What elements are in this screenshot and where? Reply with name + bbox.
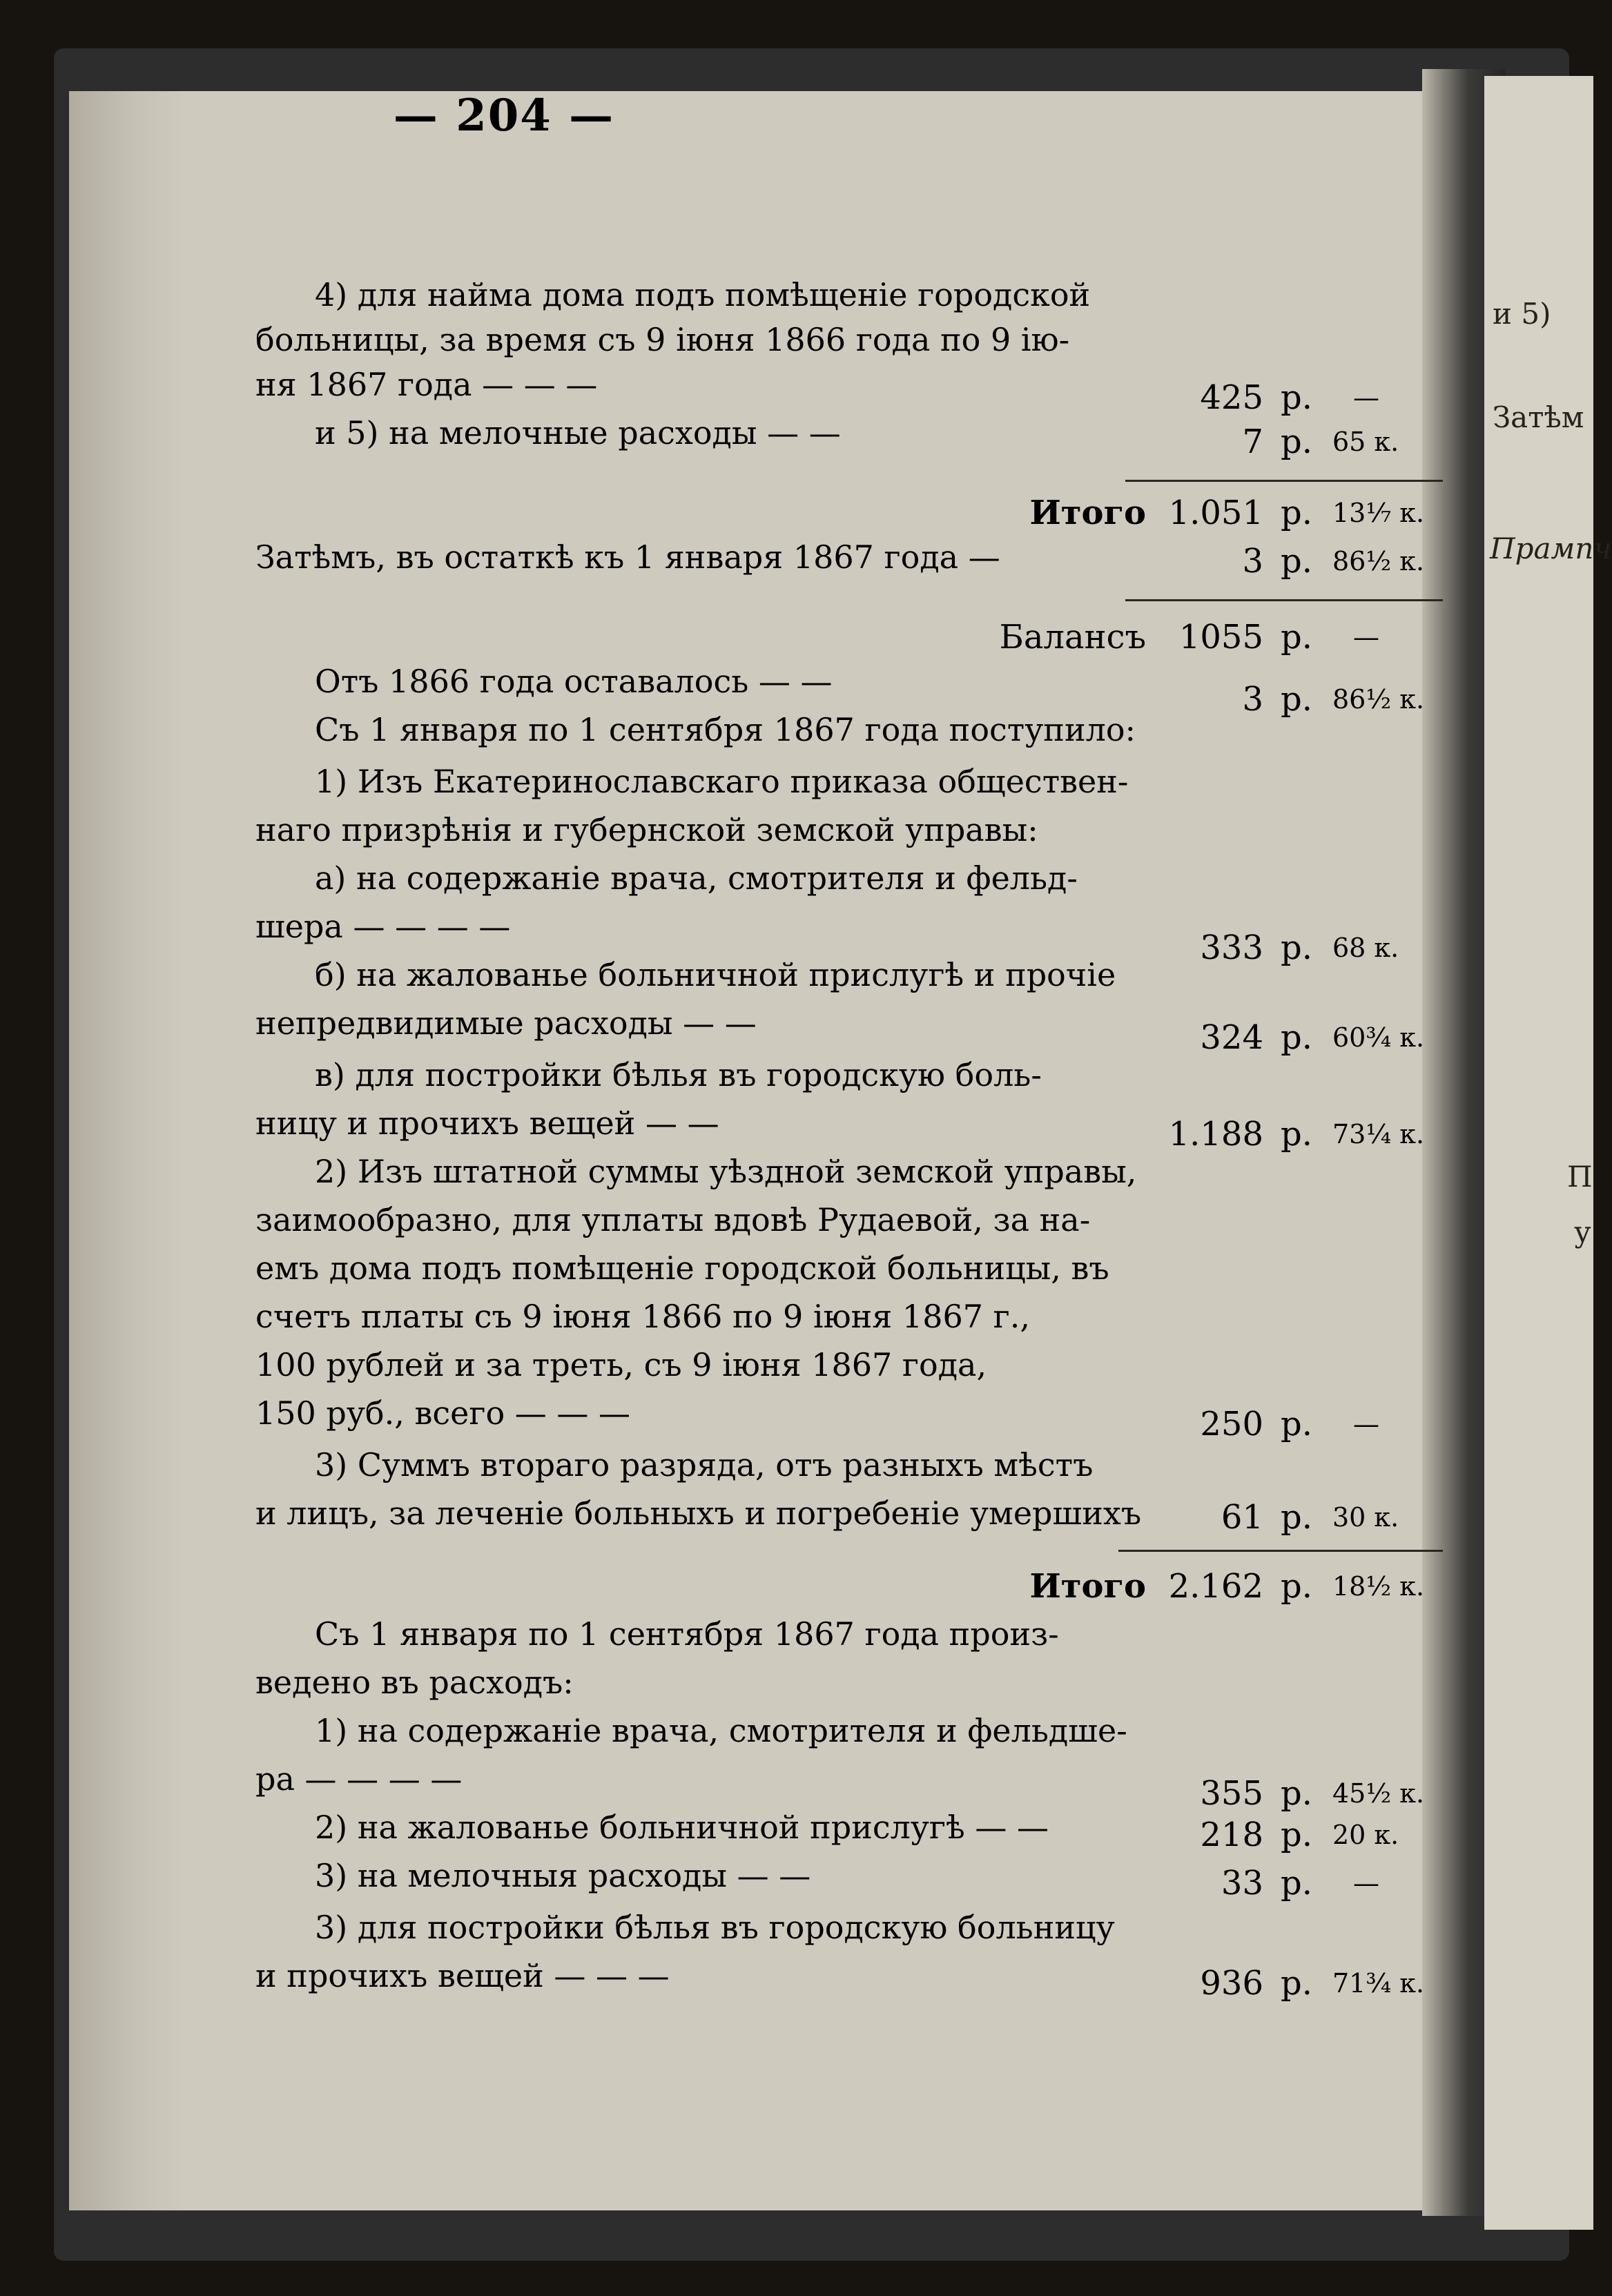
currency-label: р. xyxy=(1281,1964,1312,2003)
amount-kopecks: 13⅐ к. xyxy=(1332,498,1425,528)
currency-label: р. xyxy=(1281,378,1312,417)
amount-kopecks: 65 к. xyxy=(1332,427,1399,457)
next-page-fragment xyxy=(1484,76,1612,2230)
text-line: б) на жалованье больничной прислугѣ и прочіе xyxy=(315,956,1116,993)
amount-rubles: 1.188 xyxy=(1168,1115,1263,1154)
next-page-line: Затѣм xyxy=(1493,400,1584,434)
amount-kopecks: — xyxy=(1353,382,1379,413)
amount-kopecks: — xyxy=(1353,622,1379,652)
amount-rubles: 324 xyxy=(1200,1018,1263,1057)
amount-rubles: 355 xyxy=(1200,1774,1263,1813)
text-line: шера — — — — xyxy=(255,908,511,945)
amount-kopecks: — xyxy=(1353,1409,1379,1439)
total-label: Итого xyxy=(1029,1567,1146,1606)
text-line: Отъ 1866 года оставалось — — xyxy=(315,663,833,700)
amount-rubles: 218 xyxy=(1200,1816,1263,1854)
next-page-line: Прампч xyxy=(1490,532,1612,565)
text-line: 2) на жалованье больничной прислугѣ — — xyxy=(315,1809,1049,1846)
text-line: 4) для найма дома подъ помѣщеніе городской xyxy=(315,276,1091,313)
amount-kopecks: 18½ к. xyxy=(1332,1571,1425,1602)
text-line: заимообразно, для уплаты вдовѣ Рудаевой, за на- xyxy=(255,1201,1091,1238)
sum-rule xyxy=(1118,1550,1443,1552)
text-line: счетъ платы съ 9 іюня 1866 по 9 іюня 1867 г., xyxy=(255,1298,1030,1335)
text-line: 2) Изъ штатной суммы уѣздной земской управы, xyxy=(315,1153,1137,1190)
currency-label: р. xyxy=(1281,928,1312,967)
page-edge-shadow xyxy=(69,91,186,2210)
text-line: 100 рублей и за треть, съ 9 іюня 1867 года, xyxy=(255,1346,987,1383)
currency-label: р. xyxy=(1281,1405,1312,1443)
amount-kopecks: 60¾ к. xyxy=(1332,1022,1425,1053)
text-line: непредвидимые расходы — — xyxy=(255,1004,757,1042)
next-page-line: и 5) xyxy=(1493,297,1551,331)
text-line: ницу и прочихъ вещей — — xyxy=(255,1105,719,1142)
text-line: а) на содержаніе врача, смотрителя и фельд- xyxy=(315,859,1078,897)
amount-rubles: 936 xyxy=(1200,1964,1263,2003)
amount-kopecks: 86½ к. xyxy=(1332,684,1425,714)
next-page-line: П xyxy=(1567,1160,1593,1194)
text-line: ведено въ расходъ: xyxy=(255,1664,574,1701)
amount-rubles: 1055 xyxy=(1178,618,1263,656)
amount-rubles: 425 xyxy=(1200,378,1263,417)
amount-kopecks: 86½ к. xyxy=(1332,546,1425,576)
amount-kopecks: — xyxy=(1353,1868,1379,1898)
text-line: 1) на содержаніе врача, смотрителя и фельдше- xyxy=(315,1712,1127,1749)
text-line: 3) для постройки бѣлья въ городскую больницу xyxy=(315,1909,1115,1946)
currency-label: р. xyxy=(1281,422,1312,461)
text-line: в) для постройки бѣлья въ городскую боль- xyxy=(315,1056,1042,1093)
amount-rubles: 3 xyxy=(1242,542,1263,581)
amount-kopecks: 71¾ к. xyxy=(1332,1968,1425,1998)
text-line: емъ дома подъ помѣщеніе городской больницы, въ xyxy=(255,1249,1109,1287)
amount-rubles: 333 xyxy=(1200,928,1263,967)
text-line: 3) на мелочныя расходы — — xyxy=(315,1857,811,1894)
currency-label: р. xyxy=(1281,1774,1312,1813)
currency-label: р. xyxy=(1281,542,1312,581)
currency-label: р. xyxy=(1281,1115,1312,1154)
currency-label: р. xyxy=(1281,1567,1312,1606)
currency-label: р. xyxy=(1281,680,1312,719)
text-line: 3) Суммъ втораго разряда, отъ разныхъ мѣстъ xyxy=(315,1446,1094,1483)
amount-rubles: 61 xyxy=(1221,1498,1263,1537)
next-page-line: у xyxy=(1574,1215,1591,1249)
currency-label: р. xyxy=(1281,1018,1312,1057)
amount-rubles: 250 xyxy=(1200,1405,1263,1443)
amount-kopecks: 30 к. xyxy=(1332,1502,1399,1533)
text-line: и прочихъ вещей — — — xyxy=(255,1957,670,1994)
amount-rubles: 3 xyxy=(1242,680,1263,719)
total-label: Итого xyxy=(1029,494,1146,532)
amount-kopecks: 20 к. xyxy=(1332,1820,1399,1850)
text-line: Съ 1 января по 1 сентября 1867 года поступило: xyxy=(315,711,1136,748)
page-number: — 204 — xyxy=(393,90,615,142)
text-line: больницы, за время съ 9 іюня 1866 года по 9 ію- xyxy=(255,321,1070,358)
amount-kopecks: 45½ к. xyxy=(1332,1778,1425,1809)
text-line: ня 1867 года — — — xyxy=(255,366,598,403)
balance-label: Балансъ xyxy=(999,618,1146,656)
amount-rubles: 33 xyxy=(1221,1864,1263,1903)
sum-rule xyxy=(1125,480,1443,482)
currency-label: р. xyxy=(1281,1498,1312,1537)
text-line: Затѣмъ, въ остаткѣ къ 1 января 1867 года — xyxy=(255,538,1000,576)
currency-label: р. xyxy=(1281,1816,1312,1854)
text-line: наго призрѣнія и губернской земской управы: xyxy=(255,811,1038,848)
currency-label: р. xyxy=(1281,618,1312,656)
sum-rule xyxy=(1125,599,1443,601)
text-line: и лицъ, за леченіе больныхъ и погребеніе умершихъ xyxy=(255,1495,1142,1532)
amount-rubles: 2.162 xyxy=(1168,1567,1263,1606)
text-line: 150 руб., всего — — — xyxy=(255,1394,631,1432)
currency-label: р. xyxy=(1281,1864,1312,1903)
currency-label: р. xyxy=(1281,494,1312,532)
amount-kopecks: 73¼ к. xyxy=(1332,1119,1425,1149)
text-line: 1) Изъ Екатеринославскаго приказа обществен- xyxy=(315,763,1129,800)
amount-kopecks: 68 к. xyxy=(1332,933,1399,963)
text-line: Съ 1 января по 1 сентября 1867 года произ- xyxy=(315,1615,1059,1653)
amount-rubles: 1.051 xyxy=(1168,494,1263,532)
text-line: ра — — — — xyxy=(255,1760,463,1798)
text-line: и 5) на мелочные расходы — — xyxy=(315,414,841,451)
amount-rubles: 7 xyxy=(1242,422,1263,461)
